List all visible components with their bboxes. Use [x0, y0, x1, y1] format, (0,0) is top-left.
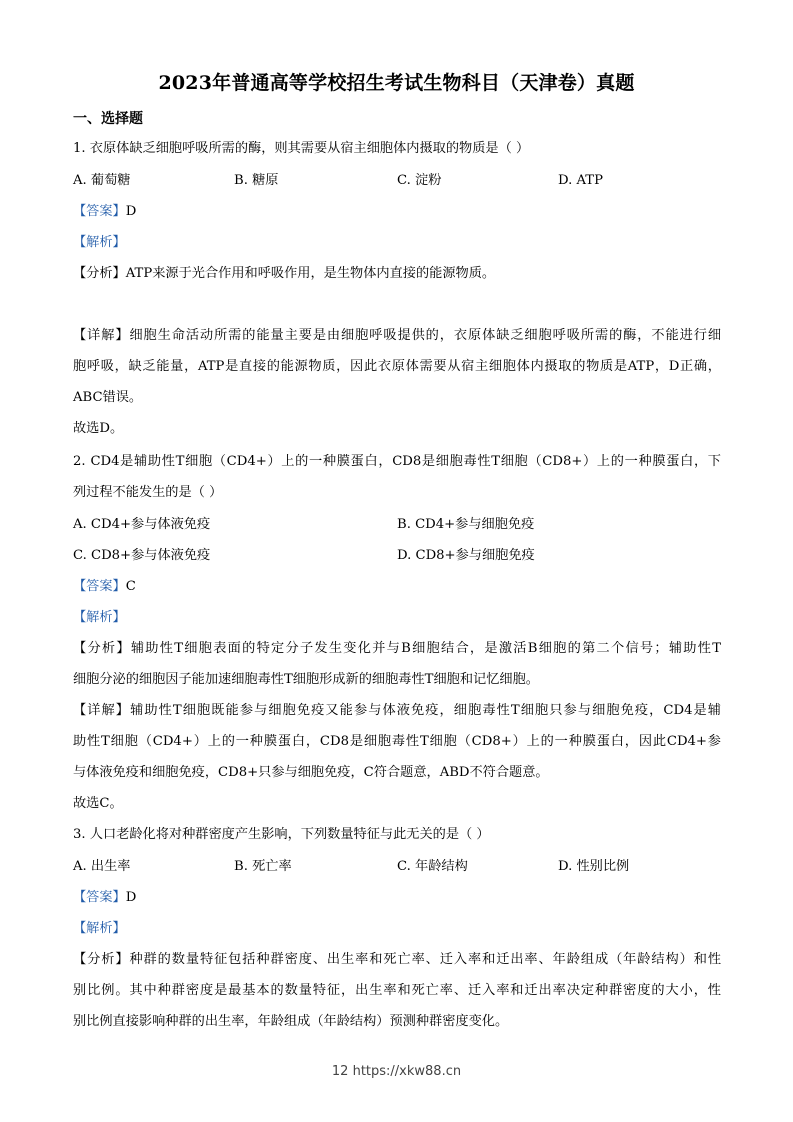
- fenxi-tag: 【分析】: [73, 952, 130, 967]
- q1-option-a: A. 葡萄糖: [73, 173, 131, 188]
- q1-option-d: D. ATP: [558, 173, 603, 188]
- answer-value: D: [125, 204, 137, 219]
- answer-tag: 【答案】: [73, 204, 126, 219]
- q2-xiangjie-line1: 【详解】辅助性T细胞既能参与细胞免疫又能参与体液免疫，细胞毒性T细胞只参与细胞免疫，CD4是辅: [73, 703, 721, 718]
- q1-option-b: B. 糖原: [234, 173, 279, 188]
- q1-conclusion: 故选D。: [73, 421, 124, 436]
- q3-option-a: A. 出生率: [73, 859, 131, 874]
- page-title: 2023年普通高等学校招生考试生物科目（天津卷）真题: [158, 72, 635, 94]
- xiangjie-tag: 【详解】: [73, 328, 130, 343]
- q2-stem-line2: 列过程不能发生的是（ ）: [73, 485, 223, 500]
- page-footer: 12 https://xkw88.cn: [331, 1064, 462, 1079]
- q3-analysis-tag: 【解析】: [73, 921, 126, 936]
- fenxi-tag: 【分析】: [73, 266, 126, 281]
- q3-fenxi-line2: 别比例。其中种群密度是最基本的数量特征，出生率和死亡率、迁入率和迁出率决定种群密度的大小，性: [73, 983, 721, 998]
- q3-option-c: C. 年龄结构: [397, 859, 468, 874]
- q2-option-a: A. CD4+参与体液免疫: [73, 517, 211, 532]
- section-heading: 一、选择题: [73, 111, 143, 127]
- q1-xiangjie-line3: ABC错误。: [73, 390, 143, 405]
- q2-conclusion: 故选C。: [73, 796, 123, 811]
- answer-tag: 【答案】: [73, 579, 126, 594]
- q3-answer: [73, 889, 136, 907]
- answer-value: C: [125, 579, 136, 594]
- q2-answer: [73, 578, 136, 596]
- q2-fenxi-line1: 【分析】辅助性T细胞表面的特定分子发生变化并与B细胞结合，是激活B细胞的第二个信号；辅助性T: [73, 641, 722, 656]
- q3-option-d: D. 性别比例: [558, 859, 630, 874]
- q1-analysis-tag: 【解析】: [73, 235, 126, 250]
- q2-option-d: D. CD8+参与细胞免疫: [397, 548, 535, 563]
- q2-option-c: C. CD8+参与体液免疫: [73, 548, 211, 563]
- q2-stem-line1: 2. CD4是辅助性T细胞（CD4+）上的一种膜蛋白，CD8是细胞毒性T细胞（CD8+）上的一种膜蛋白，下: [73, 454, 721, 469]
- q2-xiangjie-line2: 助性T细胞（CD4+）上的一种膜蛋白，CD8是细胞毒性T细胞（CD8+）上的一种膜蛋白，因此CD4+参: [73, 734, 721, 749]
- answer-tag: 【答案】: [73, 890, 126, 905]
- q3-option-b: B. 死亡率: [234, 859, 292, 874]
- q1-answer: [73, 203, 136, 221]
- q3-stem: 3. 人口老龄化将对种群密度产生影响，下列数量特征与此无关的是（ ）: [73, 827, 490, 842]
- q1-xiangjie-line2: 胞呼吸，缺乏能量，ATP是直接的能源物质，因此衣原体需要从宿主细胞体内摄取的物质是ATP，D正确，: [73, 359, 721, 374]
- q1-xiangjie-line1: 【详解】细胞生命活动所需的能量主要是由细胞呼吸提供的，衣原体缺乏细胞呼吸所需的酶，不能进行细: [73, 328, 722, 343]
- q2-analysis-tag: 【解析】: [73, 610, 126, 625]
- q2-option-b: B. CD4+参与细胞免疫: [397, 517, 535, 532]
- q1-fenxi: 【分析】ATP来源于光合作用和呼吸作用，是生物体内直接的能源物质。: [73, 266, 496, 281]
- q1-option-c: C. 淀粉: [397, 173, 442, 188]
- q3-fenxi-line1: 【分析】种群的数量特征包括种群密度、出生率和死亡率、迁入率和迁出率、年龄组成（年龄结构）和性: [73, 952, 722, 967]
- q3-fenxi-line3: 别比例直接影响种群的出生率，年龄组成（年龄结构）预测种群密度变化。: [73, 1014, 509, 1029]
- fenxi-tag: 【分析】: [73, 641, 131, 656]
- q1-stem: 1. 衣原体缺乏细胞呼吸所需的酶，则其需要从宿主细胞体内摄取的物质是（ ）: [73, 141, 530, 156]
- q2-fenxi-line2: 细胞分泌的细胞因子能加速细胞毒性T细胞形成新的细胞毒性T细胞和记忆细胞。: [73, 672, 539, 687]
- q2-xiangjie-line3: 与体液免疫和细胞免疫，CD8+只参与细胞免疫，C符合题意，ABD不符合题意。: [73, 765, 549, 780]
- answer-value: D: [125, 890, 137, 905]
- xiangjie-tag: 【详解】: [73, 703, 131, 718]
